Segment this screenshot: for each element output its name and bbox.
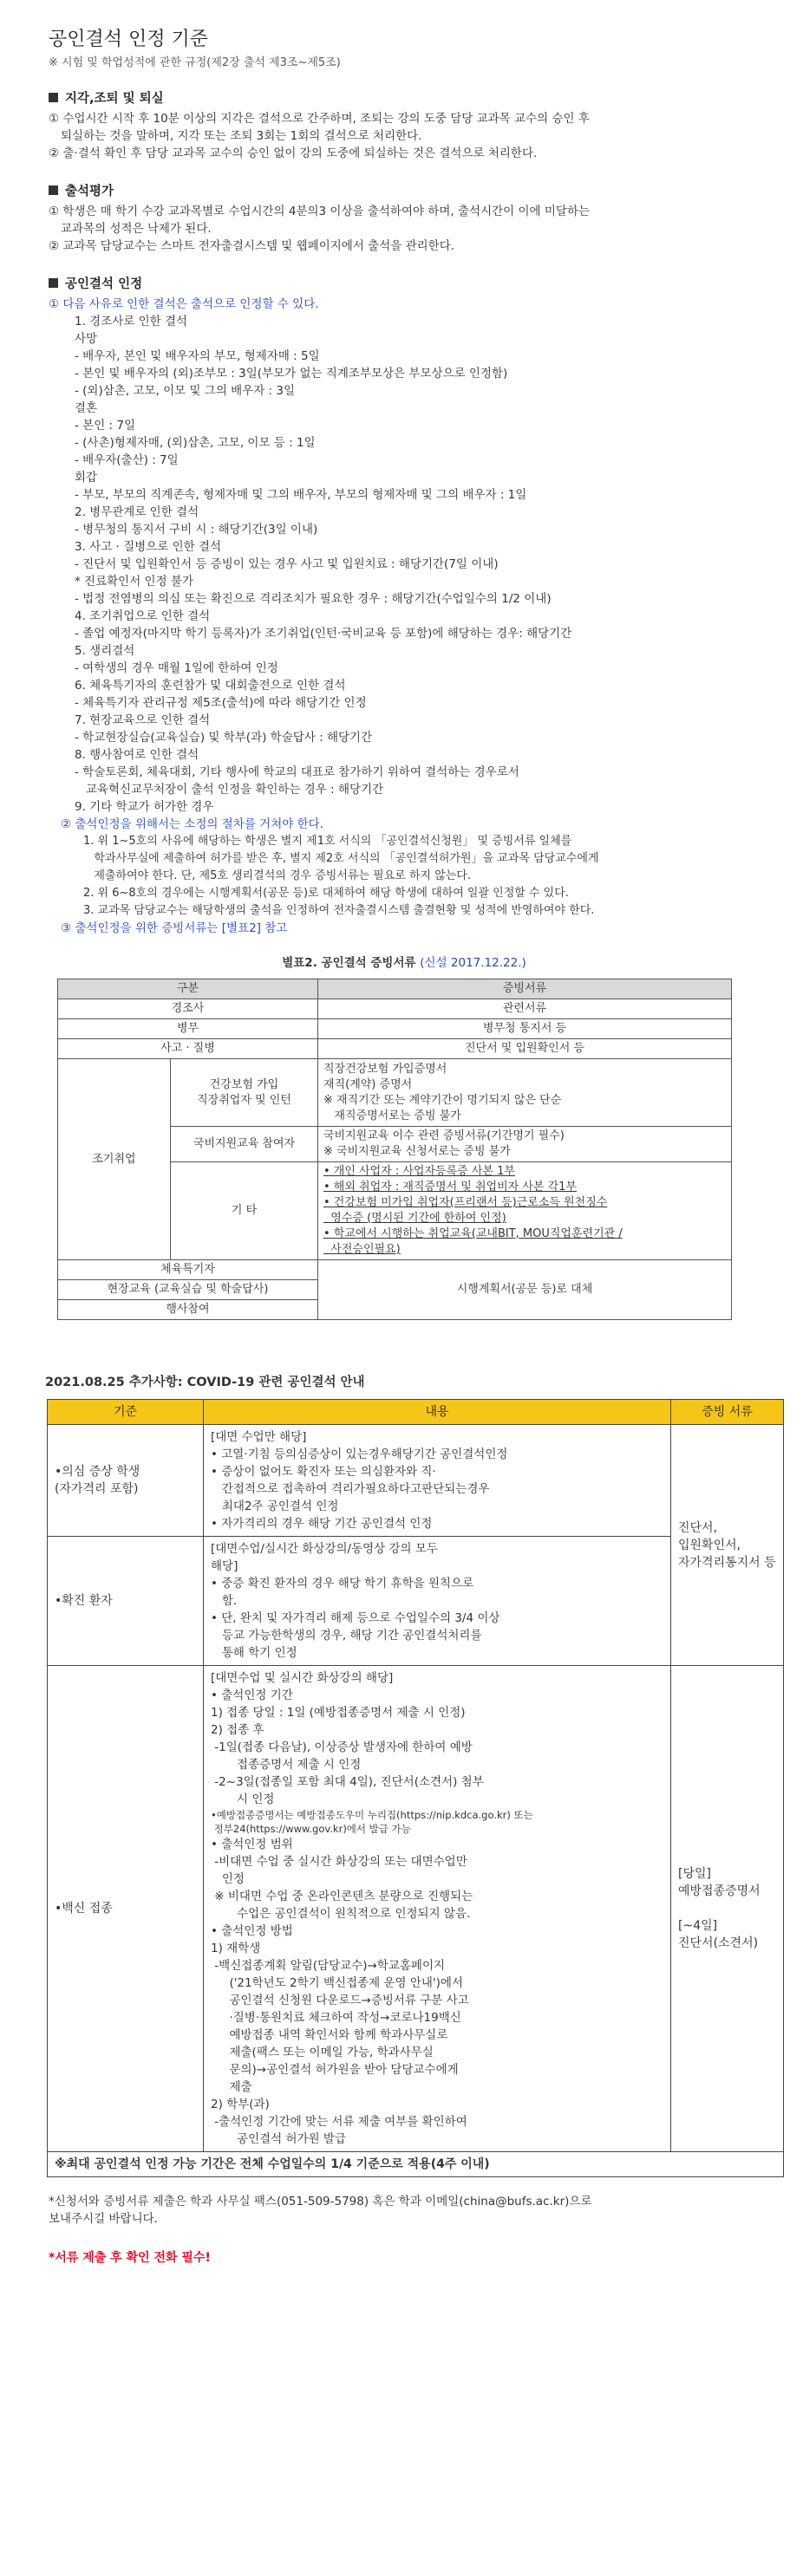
table-header: 증빙 서류 [671,1400,784,1425]
table-cell: 조기취업 [58,1059,171,1260]
covid-table [47,1399,784,2177]
table-cell: 국비지원교육 이수 관련 증빙서류(기간명기 필수) ※ 국비지원교육 신청서로는 증빙 불가 [318,1127,732,1162]
table-cell: 체육특기자 [58,1260,318,1280]
section-title: 지각,조퇴 및 퇴실 [65,92,164,106]
table-cell: 병무 [58,1019,318,1039]
table-cell: [대면수업 및 실시간 화상강의 해당] • 출석인정 기간 1) 접종 당일 : 1일 (예방접종증명서 제출 시 인정) 2) 접종 후 -1일(접종 다음날), 이상증상 발생자에 한하여 예방 접종증명서 제출 시 인정 -2~3일(접종일 포함 최대 4일), 진단서(소견서) 첨부 시 인정 •예방접종증명서는 예방접종도우미 누리집(https://nip.kdca.go.kr) 또는 정부24(https://www.gov.kr)에서 발급 가능 • 출석인정 범위 -비대면 수업 중 실시간 화상강의 또는 대면수업만 인정 ※ 비대면 수업 중 온라인콘텐츠 분량으로 진행되는 수업은 공인결석이 원칙적으로 인정되지 않음. • 출석인정 방법 1) 재학생 -백신접종계획 알림(담당교수)→학교홈페이지 ('21학년도 2학기 백신접종제 운영 안내')에서 공인결석 신청원 다운로드→증빙서류 구분 사고 ·질병·통원치료 체크하여 작성→코로나19백신 예방접종 내역 확인서와 함께 학과사무실로 제출(팩스 또는 이메일 가능, 학과사무실 문의)→공인결석 허가원을 받아 담당교수에게 제출 2) 학부(과) -출석인정 기간에 맞는 서류 제출 여부를 확인하여 공인결석 허가원 발급 [204,1666,671,2152]
rule-body: 1. 경조사로 인한 결석 사망 - 배우자, 본인 및 배우자의 부모, 형제자매 : 5일 - 본인 및 배우자의 (외)조부모 : 3일(부모가 없는 직계조부모상은 부모상으로 인정함) - (외)삼촌, 고모, 이모 및 그의 배우자 : 3일 결혼 - 본인 : 7일 - (사촌)형제자매, (외)삼촌, 고모, 이모 등 : 1일 - 배우자(출산) : 7일 회갑 - 부모, 부모의 직계존속, 형제자매 및 그의 배우자, 부모의 형제자매 및 그의 배우자 : 1일 2. 병무관계로 인한 결석 - 병무청의 통지서 구비 시 : 해당기간(3일 이내) 3. 사고 · 질병으로 인한 결석 - 진단서 및 입원확인서 등 증빙이 있는 경우 사고 및 입원치료 : 해당기간(7일 이내) * 진료확인서 인정 불가 - 법정 전염병의 의심 또는 확진으로 격리조치가 필요한 경우 : 해당기간(수업일수의 1/2 이내) 4. 조기취업으로 인한 결석 - 졸업 예정자(마지막 학기 등록자)가 조기취업(인턴·국비교육 등 포함)에 해당하는 경우: 해당기간 5. 생리결석 - 여학생의 경우 매월 1일에 한하여 인정 6. 체육특기자의 훈련참가 및 대회출전으로 인한 결석 - 체육특기자 관리규정 제5조(출석)에 따라 해당기간 인정 7. 현장교육으로 인한 결석 - 학교현장실습(교육실습) 및 학부(과) 학술답사 : 해당기간 8. 행사참여로 인한 결석 - 학술토론회, 체육대회, 기타 행사에 학교의 대표로 참가하기 위하여 결석하는 경우로서 교육혁신교무처장이 출석 인정을 확인하는 경우 : 해당기간 9. 기타 학교가 허가한 경우 [75,315,572,814]
rule-text: ① 학생은 매 학기 수강 교과목별로 수업시간의 4분의3 이상을 출석하여야 하며, 출석시간이 이에 미달하는 [49,205,591,218]
table-cell: 병무청 통지서 등 [318,1019,732,1039]
table-cell: 관련서류 [318,999,732,1019]
table-header: 기준 [48,1400,204,1425]
table-cell: • 개인 사업자 : 사업자등록증 사본 1부 • 해외 취업자 : 재직증명서 및 취업비자 사본 각1부 • 건강보험 미가입 취업자(프리랜서 등)근로소득 원천징수 영수증 (명시된 기간에 한하여 인정) • 학교에서 시행하는 취업교육(교내BIT, MOU직업훈련기관 / 사전승인필요) [318,1162,732,1260]
rule-text: ② 출·결석 확인 후 담당 교과목 교수의 승인 없이 강의 도중에 퇴실하는 것은 결석으로 처리한다. [49,146,538,160]
table-cell: •의심 증상 학생 (자가격리 포함) [48,1425,204,1537]
covid-title: 2021.08.25 추가사항: COVID-19 관련 공인결석 안내 [45,1376,365,1389]
table-caption: 별표2. 공인결석 증빙서류 (신설 2017.12.22.) [282,956,526,970]
table-cell: 경조사 [58,999,318,1019]
rule-heading: ① 다음 사유로 인한 결석은 출석으로 인정할 수 있다. [49,297,319,311]
table-cell: 진단서, 입원확인서, 자가격리통지서 등 [671,1425,784,1666]
section-attendance [49,181,777,255]
rule-body: 1. 위 1~5호의 사유에 해당하는 학생은 별지 제1호 서식의 「공인결석신청원」 및 증빙서류 일체를 학과사무실에 제출하여 허가를 받은 후, 별지 제2호 서식의 「공인결석허가원」을 교과목 담당교수에게 제출하여야 한다. 단, 제5호 생리결석의 경우 증빙서류는 필요로 하지 않는다. 2. 위 6~8호의 경우에는 시행계획서(공문 등)로 대체하여 해당 학생에 대하여 일괄 인정할 수 있다. 3. 교과목 담당교수는 해당학생의 출석을 인정하여 전자출결시스템 출결현황 및 성적에 반영하여야 한다. [83,835,599,917]
evidence-table [57,979,732,1320]
rule-text: 퇴실하는 것을 말하며, 지각 또는 조퇴 3회는 1회의 결석으로 처리한다. [61,129,422,143]
square-bullet-icon [49,278,58,288]
table-cell: 행사참여 [58,1300,318,1320]
table-cell: 사고 · 질병 [58,1039,318,1059]
section-official-absence [49,274,777,937]
table-cell: •확진 환자 [48,1537,204,1666]
rule-text: ② 교과목 담당교수는 스마트 전자출결시스템 및 웹페이지에서 출석을 관리한다. [49,239,455,253]
table-cell: [대면수업/실시간 화상강의/동영상 강의 모두 해당] • 중증 확진 환자의 경우 해당 학기 휴학을 원칙으로 함. • 단, 완치 및 자가격리 해제 등으로 수업일수의 3/4 이상 등교 가능한학생의 경우, 해당 기간 공인결석처리를 통해 학기 인정 [204,1537,671,1666]
section-title: 출석평가 [65,185,114,198]
page-subtitle: ※ 시험 및 학업성적에 관한 규정(제2장 출석 제3조~제5조) [49,56,341,69]
covid-footnote: ※최대 공인결석 인정 가능 기간은 전체 수업일수의 1/4 기준으로 적용(4주 이내) [48,2152,784,2177]
section-late [49,88,777,162]
rule-heading: ② 출석인정을 위해서는 소정의 절차를 거쳐야 한다. [61,817,323,831]
table-cell: 진단서 및 입원확인서 등 [318,1039,732,1059]
table-header: 내용 [204,1400,671,1425]
page-title: 공인결석 인정 기준 [49,29,209,50]
table-cell: 시행계획서(공문 등)로 대체 [318,1260,732,1320]
table-cell: •백신 접종 [48,1666,204,2152]
table-cell: [당일] 예방접종증명서 [~4일] 진단서(소견서) [671,1666,784,2152]
square-bullet-icon [49,93,58,102]
contact-note: *신청서와 증빙서류 제출은 학과 사무실 팩스(051-509-5798) 혹은 학과 이메일(china@bufs.ac.kr)으로 보내주시길 바랍니다. [49,2195,592,2226]
section-title: 공인결석 인정 [65,277,143,291]
table-header: 증빙서류 [318,979,732,999]
table-header: 구분 [58,979,318,999]
vaccine-cert-note: •예방접종증명서는 예방접종도우미 누리집(https://nip.kdca.go.kr) 또는 정부24(https://www.gov.kr)에서 발급 가능 [211,1809,533,1835]
warning-note: *서류 제출 후 확인 전화 필수! [49,2251,211,2265]
table-cell: 기 타 [171,1162,318,1260]
rule-text: ① 수업시간 시작 후 10분 이상의 지각은 결석으로 간주하며, 조퇴는 강의 도중 담당 교과목 교수의 승인 후 [49,112,590,126]
table-cell: 직장건강보험 가입증명서 재직(계약) 증명서 ※ 재직기간 또는 계약기간이 명기되지 않은 단순 재직증명서로는 증빙 불가 [318,1059,732,1127]
table-cell: 현장교육 (교육실습 및 학술답사) [58,1280,318,1300]
table-cell: 건강보험 가입 직장취업자 및 인턴 [171,1059,318,1127]
rule-text: 교과목의 성적은 낙제가 된다. [61,222,212,236]
rule-heading: ③ 출석인정을 위한 증빙서류는 [별표2] 참고 [61,921,288,935]
square-bullet-icon [49,185,58,195]
table-cell: 국비지원교육 참여자 [171,1127,318,1162]
table-cell: [대면 수업만 해당] • 고열·기침 등의심증상이 있는경우해당기간 공인결석인정 • 증상이 없어도 확진자 또는 의심환자와 직· 간접적으로 접촉하여 격리가필요하다고판단되는경우 최대2주 공인결석 인정 • 자가격리의 경우 해당 기간 공인결석 인정 [204,1425,671,1537]
